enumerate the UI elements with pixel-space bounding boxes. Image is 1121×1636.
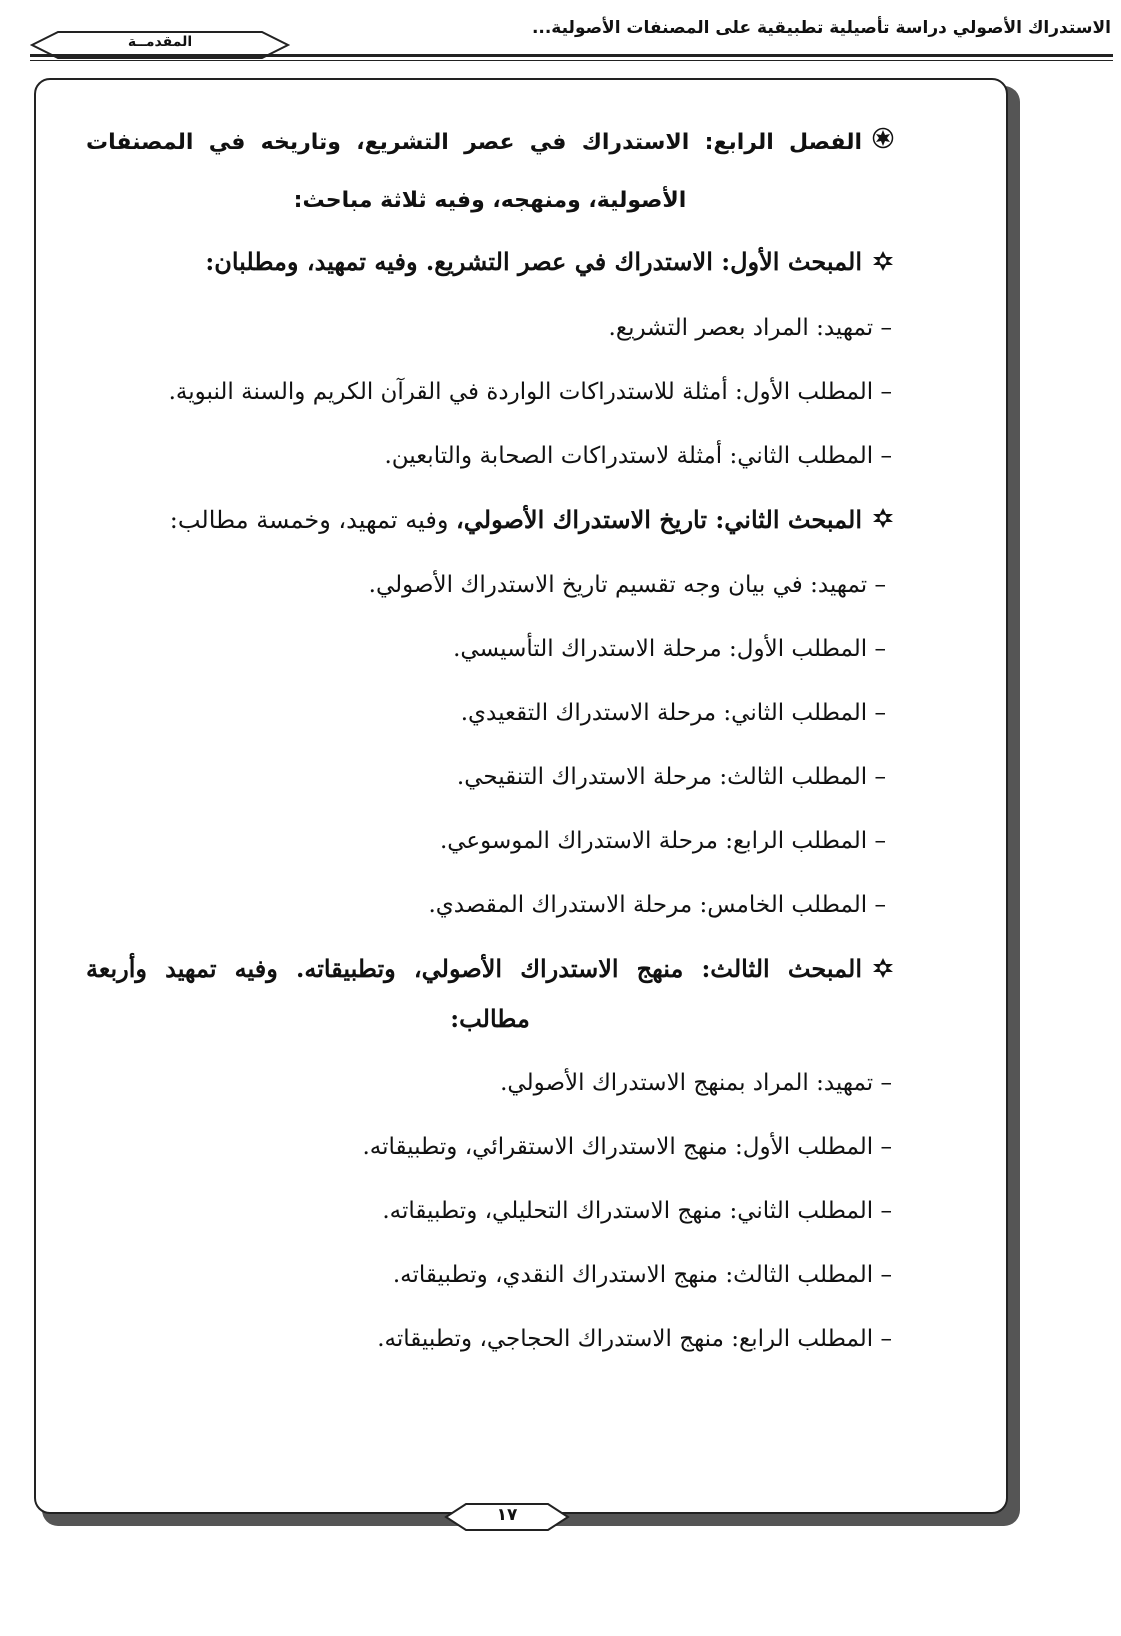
table-of-contents bbox=[86, 114, 894, 1371]
list-item: – المطلب الثالث: مرحلة الاستدراك التنقيحي. bbox=[456, 764, 886, 790]
chapter-heading bbox=[86, 114, 894, 230]
list-item: – المطلب الأول: منهج الاستدراك الاستقرائي، وتطبيقاته. bbox=[362, 1133, 892, 1160]
section-label: المقدمــة bbox=[127, 34, 193, 50]
mabhath-1-title-text: المبحث الأول: الاستدراك في عصر التشريع. وفيه تمهيد، ومطلبان: bbox=[205, 247, 862, 276]
list-item: – المطلب الثاني: أمثلة لاستدراكات الصحابة والتابعين. bbox=[384, 442, 892, 469]
list-item: – المطلب الأول: مرحلة الاستدراك التأسيسي. bbox=[453, 636, 886, 662]
list-item: – المطلب الثاني: منهج الاستدراك التحليلي، وتطبيقاته. bbox=[382, 1197, 892, 1224]
running-title: الاستدراك الأصولي دراسة تأصيلية تطبيقية على المصنفات الأصولية... bbox=[531, 18, 1111, 38]
mabhath-1-title bbox=[86, 230, 894, 296]
list-item: – تمهيد: المراد بعصر التشريع. bbox=[608, 314, 892, 341]
header-rule bbox=[30, 54, 1113, 57]
flower-bullet-icon bbox=[872, 232, 894, 296]
chapter-heading-text: الفصل الرابع: الاستدراك في عصر التشريع، وتاريخه في المصنفات الأصولية، ومنهجه، وفيه ثلاثة مباحث: bbox=[86, 130, 862, 213]
flower-bullet-icon bbox=[872, 947, 894, 995]
flower-bullet-icon bbox=[872, 489, 894, 553]
page-number-badge bbox=[444, 1500, 570, 1534]
mabhath-2-title-rest: وفيه تمهيد، وخمسة مطالب: bbox=[169, 505, 457, 534]
page-number: ١٧ bbox=[496, 1505, 518, 1525]
mabhath-2-title bbox=[86, 488, 894, 554]
list-item: – تمهيد: في بيان وجه تقسيم تاريخ الاستدراك الأصولي. bbox=[368, 572, 886, 598]
list-item: – المطلب الرابع: منهج الاستدراك الحجاجي، وتطبيقاته. bbox=[377, 1325, 892, 1352]
mabhath-3-title-text: المبحث الثالث: منهج الاستدراك الأصولي، وتطبيقاته. وفيه تمهيد وأربعة مطالب: bbox=[86, 954, 862, 1033]
list-item: – تمهيد: المراد بمنهج الاستدراك الأصولي. bbox=[500, 1069, 892, 1096]
ornament-icon bbox=[872, 114, 894, 172]
list-item: – المطلب الخامس: مرحلة الاستدراك المقصدي. bbox=[428, 892, 886, 918]
list-item: – المطلب الرابع: مرحلة الاستدراك الموسوعي. bbox=[439, 828, 886, 854]
mabhath-2-title-bold: المبحث الثاني: تاريخ الاستدراك الأصولي، bbox=[456, 504, 862, 534]
list-item: – المطلب الأول: أمثلة للاستدراكات الواردة في القرآن الكريم والسنة النبوية. bbox=[168, 378, 892, 405]
header-rule-thin bbox=[30, 60, 1113, 61]
mabhath-3-title bbox=[86, 945, 894, 1043]
list-item: – المطلب الثاني: مرحلة الاستدراك التقعيدي. bbox=[460, 700, 886, 726]
list-item: – المطلب الثالث: منهج الاستدراك النقدي، وتطبيقاته. bbox=[392, 1261, 892, 1288]
